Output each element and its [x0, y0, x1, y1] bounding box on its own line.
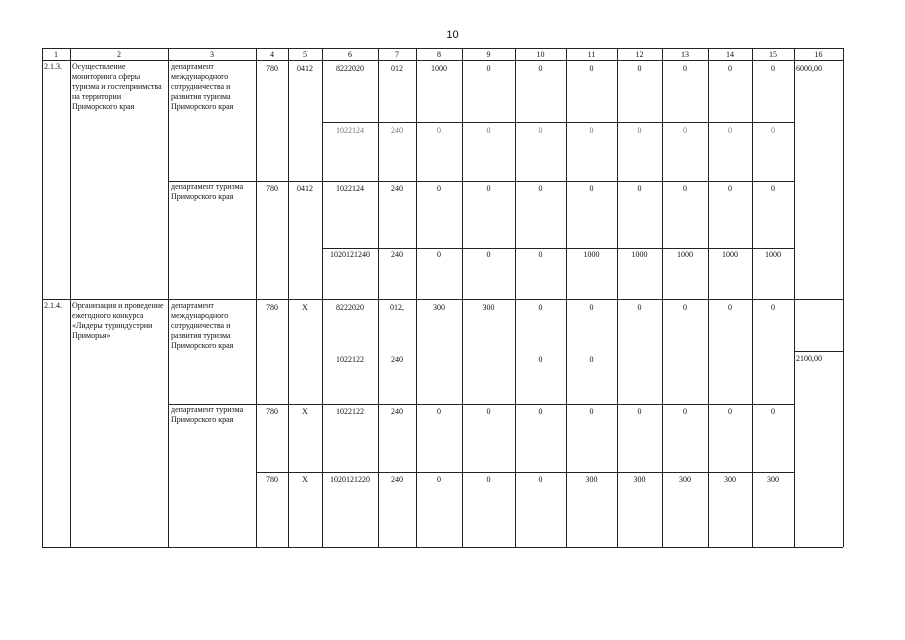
value-cell: 0 — [538, 126, 543, 135]
column-number: 5 — [303, 50, 307, 59]
value-cell: 0 — [637, 407, 642, 416]
row-divider — [168, 404, 794, 405]
code-cell: X — [302, 475, 308, 484]
row-divider — [42, 299, 843, 300]
column-number: 14 — [726, 50, 734, 59]
code-cell: 1022124 — [336, 126, 364, 135]
code-cell: 012, — [390, 303, 404, 312]
row-divider — [794, 351, 843, 352]
column-number: 9 — [486, 50, 491, 59]
column-number: 3 — [210, 50, 214, 59]
value-cell: 0 — [683, 126, 687, 135]
code-cell: 1020121240 — [330, 250, 370, 259]
column-number: 13 — [681, 50, 689, 59]
executor-name: департамент туризма Приморского края — [171, 405, 244, 424]
value-cell: 0 — [771, 126, 775, 135]
code-cell: 8222020 — [336, 64, 364, 73]
code-cell: 0412 — [297, 184, 313, 193]
value-cell: 0 — [683, 184, 687, 193]
executor-name: департамент туризма Приморского края — [171, 182, 244, 201]
code-cell: 1022122 — [336, 355, 364, 364]
row-total: 2100,00 — [796, 354, 822, 363]
row-number: 2.1.4. — [44, 301, 62, 310]
column-divider — [168, 48, 169, 547]
value-cell: 0 — [538, 184, 543, 193]
value-cell: 0 — [771, 184, 775, 193]
value-cell: 300 — [633, 475, 646, 484]
row-divider — [322, 122, 794, 123]
column-number: 4 — [270, 50, 274, 59]
value-cell: 0 — [486, 475, 491, 484]
value-cell: 0 — [486, 64, 491, 73]
code-cell: 1020121220 — [330, 475, 370, 484]
column-number: 1 — [54, 50, 58, 59]
value-cell: 1000 — [431, 64, 447, 73]
value-cell: 0 — [538, 303, 543, 312]
value-cell: 1000 — [722, 250, 738, 259]
value-cell: 0 — [589, 126, 594, 135]
code-cell: 8222020 — [336, 303, 364, 312]
value-cell: 300 — [679, 475, 691, 484]
value-cell: 0 — [437, 184, 441, 193]
value-cell: 0 — [728, 303, 732, 312]
column-number: 2 — [117, 50, 121, 59]
value-cell: 300 — [724, 475, 736, 484]
value-cell: 1000 — [765, 250, 781, 259]
code-cell: 780 — [266, 64, 278, 73]
code-cell: 780 — [266, 303, 278, 312]
column-divider — [617, 48, 618, 547]
page-number: 10 — [446, 29, 459, 41]
column-divider — [794, 48, 795, 547]
column-divider — [378, 48, 379, 547]
code-cell: 780 — [266, 184, 278, 193]
code-cell: 1022124 — [336, 184, 364, 193]
code-cell: 0412 — [297, 64, 313, 73]
value-cell: 0 — [486, 184, 491, 193]
value-cell: 1000 — [583, 250, 600, 259]
value-cell: 0 — [637, 303, 642, 312]
table-border-top — [42, 48, 843, 49]
code-cell: 012 — [391, 64, 403, 73]
value-cell: 0 — [637, 126, 642, 135]
column-divider — [566, 48, 567, 547]
column-number: 12 — [635, 50, 644, 59]
code-cell: 240 — [391, 126, 403, 135]
column-divider — [70, 48, 71, 547]
column-number: 11 — [587, 50, 596, 59]
measure-name: Осуществление мониторинга сферы туризма и гостеприимства на территории Приморского края — [72, 62, 162, 111]
value-cell: 0 — [728, 407, 732, 416]
column-number: 7 — [395, 50, 399, 59]
value-cell: 0 — [538, 407, 543, 416]
value-cell: 0 — [437, 475, 441, 484]
column-number: 15 — [769, 50, 777, 59]
row-number: 2.1.3. — [44, 62, 62, 71]
column-divider — [662, 48, 663, 547]
code-cell: X — [302, 303, 308, 312]
column-number: 8 — [437, 50, 441, 59]
value-cell: 0 — [771, 303, 775, 312]
code-cell: 240 — [391, 184, 403, 193]
column-divider — [462, 48, 463, 547]
value-cell: 0 — [683, 64, 687, 73]
value-cell: 0 — [589, 303, 594, 312]
value-cell: 0 — [589, 355, 594, 364]
measure-name: Организация и проведение ежегодного конкурса «Лидеры туриндустрии Приморья» — [72, 301, 164, 340]
value-cell: 0 — [437, 407, 441, 416]
column-number: 6 — [348, 50, 352, 59]
code-cell: 780 — [266, 475, 278, 484]
value-cell: 0 — [683, 303, 687, 312]
column-divider — [515, 48, 516, 547]
code-cell: 1022122 — [336, 407, 364, 416]
value-cell: 0 — [486, 250, 491, 259]
header-divider — [42, 60, 843, 61]
value-cell: 0 — [486, 407, 491, 416]
value-cell: 0 — [728, 126, 732, 135]
column-divider — [288, 48, 289, 547]
value-cell: 0 — [589, 64, 594, 73]
column-divider — [752, 48, 753, 547]
code-cell: 780 — [266, 407, 278, 416]
executor-name: департамент международного сотрудничества и развития туризма Приморского края — [171, 301, 234, 350]
value-cell: 0 — [589, 184, 594, 193]
value-cell: 0 — [538, 475, 543, 484]
value-cell: 0 — [637, 64, 642, 73]
code-cell: 240 — [391, 475, 403, 484]
column-divider — [843, 48, 844, 547]
row-total: 6000,00 — [796, 64, 822, 73]
column-number: 16 — [814, 50, 823, 59]
column-divider — [708, 48, 709, 547]
column-divider — [256, 48, 257, 547]
value-cell: 0 — [538, 250, 543, 259]
value-cell: 0 — [771, 407, 775, 416]
column-divider — [322, 48, 323, 547]
value-cell: 0 — [771, 64, 775, 73]
code-cell: 240 — [391, 250, 403, 259]
value-cell: 0 — [538, 355, 543, 364]
value-cell: 0 — [728, 64, 732, 73]
row-divider — [322, 248, 794, 249]
code-cell: X — [302, 407, 308, 416]
value-cell: 0 — [637, 184, 642, 193]
value-cell: 1000 — [677, 250, 693, 259]
value-cell: 300 — [482, 303, 495, 312]
code-cell: 240 — [391, 407, 403, 416]
row-divider — [256, 472, 794, 473]
value-cell: 300 — [585, 475, 598, 484]
value-cell: 300 — [767, 475, 779, 484]
executor-name: департамент международного сотрудничества и развития туризма Приморского края — [171, 62, 234, 111]
value-cell: 0 — [538, 64, 543, 73]
column-number: 10 — [536, 50, 545, 59]
value-cell: 0 — [589, 407, 594, 416]
value-cell: 0 — [728, 184, 732, 193]
value-cell: 1000 — [631, 250, 648, 259]
code-cell: 240 — [391, 355, 403, 364]
column-divider — [416, 48, 417, 547]
value-cell: 0 — [437, 126, 441, 135]
column-divider — [42, 48, 43, 547]
value-cell: 0 — [486, 126, 491, 135]
value-cell: 0 — [683, 407, 687, 416]
row-divider — [168, 181, 794, 182]
value-cell: 0 — [437, 250, 441, 259]
table-border-bottom — [42, 547, 843, 548]
value-cell: 300 — [433, 303, 445, 312]
